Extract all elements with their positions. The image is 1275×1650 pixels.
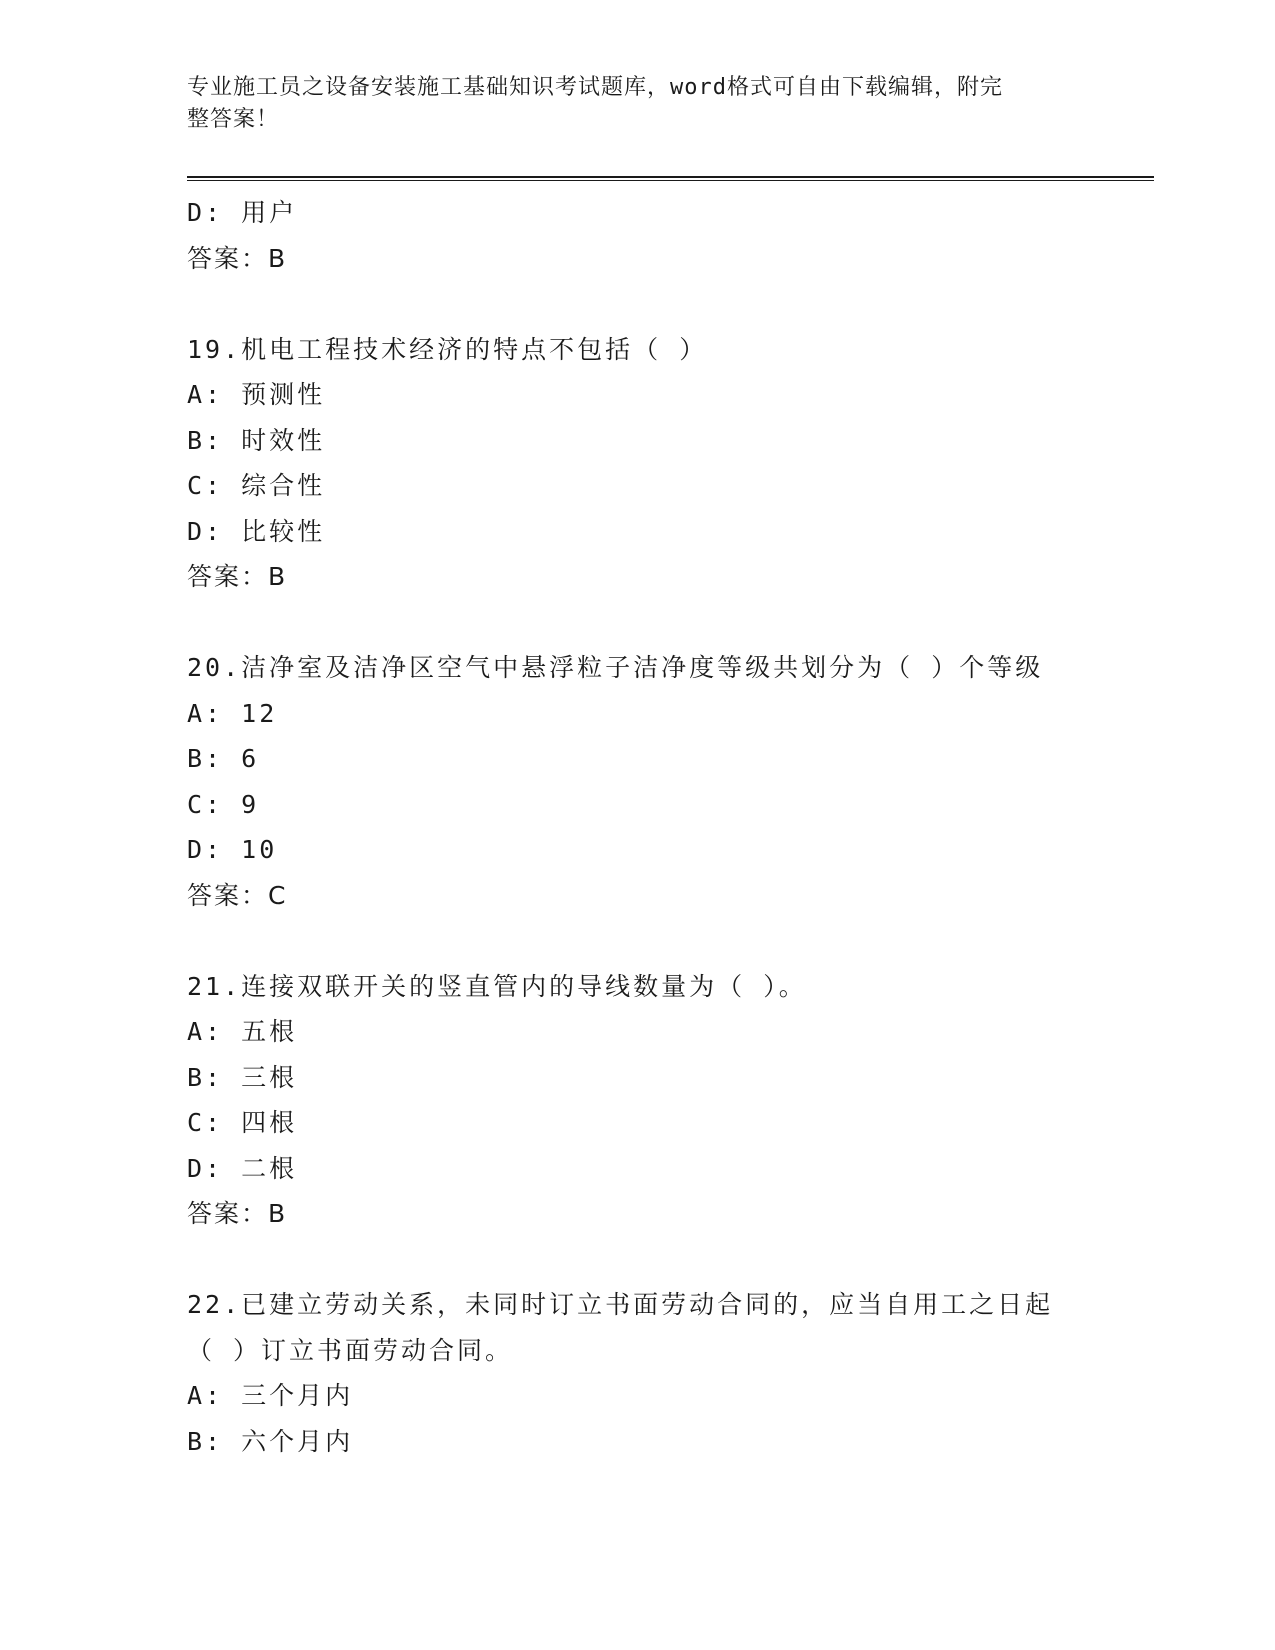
question-20-option-c: C: 9 bbox=[187, 789, 260, 819]
question-21-answer: 答案：B bbox=[187, 1199, 288, 1228]
question-21-option-a: A: 五根 bbox=[187, 1017, 298, 1046]
prev-answer: 答案：B bbox=[187, 243, 288, 273]
question-21-option-b: B: 三根 bbox=[187, 1062, 298, 1092]
question-19-option-b: B: 时效性 bbox=[187, 425, 326, 455]
question-22-stem: 22.已建立劳动关系，未同时订立书面劳动合同的，应当自用工之日起 bbox=[187, 1290, 1054, 1319]
question-20-answer: 答案：C bbox=[187, 880, 288, 910]
prev-option-d: D: 用户 bbox=[187, 198, 298, 227]
question-19-option-d: D: 比较性 bbox=[187, 516, 326, 546]
question-22-stem-continued: （ ）订立书面劳动合同。 bbox=[187, 1335, 514, 1365]
spacer bbox=[187, 1237, 1087, 1283]
question-19-answer: 答案：B bbox=[187, 562, 288, 591]
spacer bbox=[187, 600, 1087, 646]
question-19-option-c: C: 综合性 bbox=[187, 471, 326, 500]
spacer bbox=[187, 918, 1087, 964]
header-divider bbox=[187, 176, 1154, 181]
question-20-option-d: D: 10 bbox=[187, 835, 278, 864]
question-21-option-d: D: 二根 bbox=[187, 1153, 298, 1183]
question-20-option-b: B: 6 bbox=[187, 744, 260, 773]
question-19-option-a: A: 预测性 bbox=[187, 380, 326, 409]
question-20-option-a: A: 12 bbox=[187, 698, 278, 728]
header-line-2: 整答案！ bbox=[187, 107, 280, 132]
question-list bbox=[187, 190, 1087, 1464]
question-22-option-a: A: 三个月内 bbox=[187, 1381, 354, 1410]
header-line-1: 专业施工员之设备安装施工基础知识考试题库，word格式可自由下载编辑，附完 bbox=[187, 75, 1003, 100]
page-header bbox=[187, 72, 1067, 136]
question-21-stem: 21.连接双联开关的竖直管内的导线数量为（ ）。 bbox=[187, 971, 807, 1001]
spacer bbox=[187, 281, 1087, 327]
question-22-option-b: B: 六个月内 bbox=[187, 1426, 354, 1456]
question-21-option-c: C: 四根 bbox=[187, 1108, 298, 1137]
question-20-stem: 20.洁净室及洁净区空气中悬浮粒子洁净度等级共划分为（ ）个等级 bbox=[187, 653, 1044, 682]
question-19-stem: 19.机电工程技术经济的特点不包括（ ） bbox=[187, 334, 708, 364]
